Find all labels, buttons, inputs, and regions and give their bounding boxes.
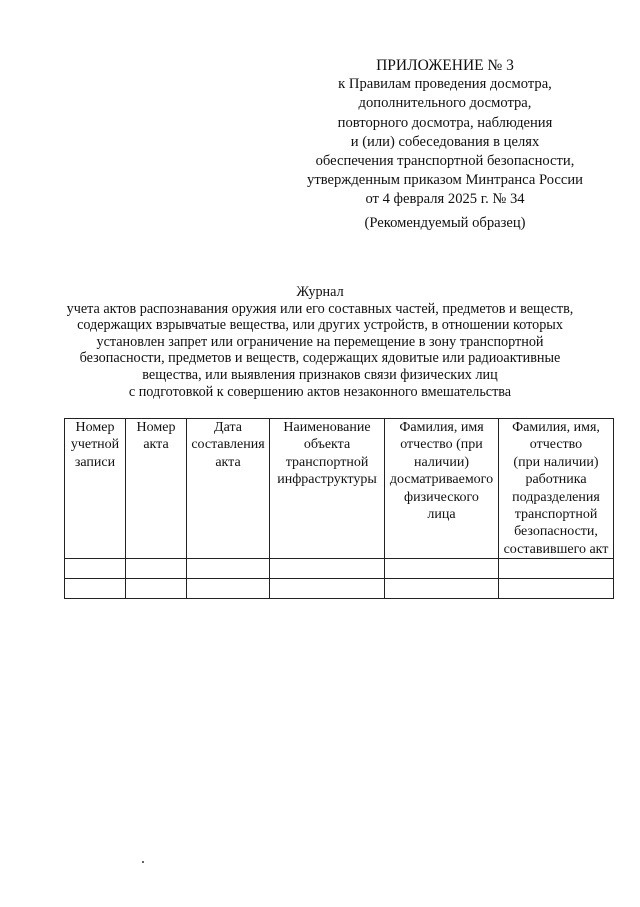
appendix-line: к Правилам проведения досмотра, — [338, 76, 552, 93]
sample-note: (Рекомендуемый образец) — [364, 215, 526, 231]
journal-title: Журнал — [296, 284, 344, 300]
column-header-act-number: Номер акта — [126, 419, 187, 559]
appendix-line: повторного досмотра, наблюдения — [337, 114, 553, 131]
table-cell — [385, 579, 499, 599]
column-header-inspected-person: Фамилия, имя отчество (при наличии) досматриваемого физического лица — [385, 419, 499, 559]
table-cell — [499, 579, 614, 599]
table-cell — [126, 579, 187, 599]
journal-subtitle-line: с подготовкой к совершению актов незаконного вмешательства — [128, 383, 512, 400]
table-cell — [499, 559, 614, 579]
journal-subtitle-line: учета актов распознавания оружия или его составных частей, предметов и веществ, — [66, 300, 574, 317]
journal-subtitle-line: содержащих взрывчатые вещества, или других устройств, в отношении которых — [77, 317, 563, 334]
appendix-line: от 4 февраля 2025 г. № 34 — [365, 191, 525, 208]
column-header-infrastructure-name: Наименование объекта транспортной инфраструктуры — [270, 419, 385, 559]
column-header-act-date: Дата составления акта — [187, 419, 270, 559]
column-header-security-officer: Фамилия, имя, отчество (при наличии) работника подразделения транспортной безопасности, составившего акт — [499, 419, 614, 559]
table-cell — [187, 579, 270, 599]
appendix-line: и (или) собеседования в целях — [350, 133, 540, 150]
table-header-row — [65, 419, 614, 559]
table-row — [65, 559, 614, 579]
table-row — [65, 579, 614, 599]
table-cell — [270, 579, 385, 599]
appendix-line: утвержденным приказом Минтранса России — [307, 172, 583, 189]
appendix-header — [300, 56, 590, 210]
table-cell — [65, 559, 126, 579]
journal-heading — [40, 284, 600, 400]
journal-subtitle-line: безопасности, предметов и веществ, содержащих ядовитые или радиоактивные — [79, 350, 561, 367]
table-cell — [65, 579, 126, 599]
scan-speck — [142, 861, 144, 863]
journal-table — [64, 418, 614, 599]
appendix-line: дополнительного досмотра, — [358, 95, 532, 112]
table-cell — [126, 559, 187, 579]
journal-subtitle-line: установлен запрет или ограничение на перемещение в зону транспортной — [96, 333, 544, 350]
journal-subtitle-line: вещества, или выявления признаков связи физических лиц — [142, 366, 498, 383]
table-cell — [187, 559, 270, 579]
appendix-title: ПРИЛОЖЕНИЕ № 3 — [376, 57, 514, 74]
appendix-line: обеспечения транспортной безопасности, — [315, 153, 575, 170]
table-cell — [385, 559, 499, 579]
table-cell — [270, 559, 385, 579]
column-header-record-number: Номер учетной записи — [65, 419, 126, 559]
